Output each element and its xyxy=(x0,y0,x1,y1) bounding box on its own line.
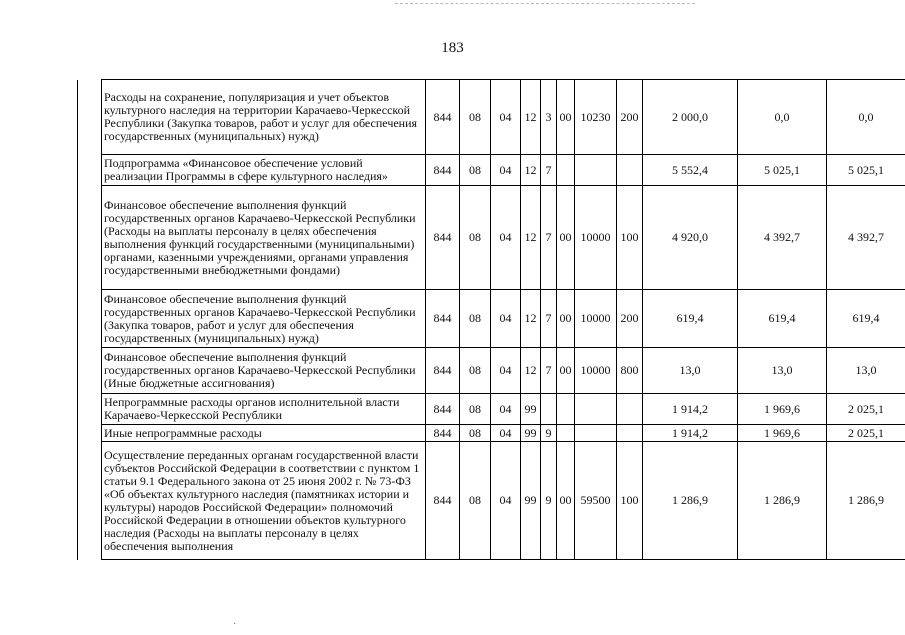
program-code: 99 xyxy=(521,394,541,425)
expense-code: 10000 xyxy=(575,186,617,290)
spacer-cell xyxy=(78,155,102,186)
expense-type-code: 200 xyxy=(617,80,643,155)
amount-year-3: 4 392,7 xyxy=(827,186,905,290)
direction-code: 00 xyxy=(557,80,575,155)
amount-year-2: 1 969,6 xyxy=(738,394,827,425)
subprogram-code: 3 xyxy=(541,80,557,155)
amount-year-2: 1 286,9 xyxy=(738,442,827,560)
subprogram-code: 9 xyxy=(541,442,557,560)
amount-year-2: 0,0 xyxy=(738,80,827,155)
amount-year-2: 1 969,6 xyxy=(738,425,827,442)
expense-code: 10230 xyxy=(575,80,617,155)
direction-code: 00 xyxy=(557,186,575,290)
amount-year-1: 619,4 xyxy=(643,290,738,348)
amount-year-1: 2 000,0 xyxy=(643,80,738,155)
amount-year-2: 619,4 xyxy=(738,290,827,348)
subprogram-code xyxy=(541,394,557,425)
expense-type-code: 100 xyxy=(617,186,643,290)
table-row xyxy=(78,186,905,290)
expense-type-code xyxy=(617,155,643,186)
podrazdel-code: 04 xyxy=(491,442,521,560)
expense-code xyxy=(575,394,617,425)
subprogram-code: 7 xyxy=(541,186,557,290)
program-code: 99 xyxy=(521,442,541,560)
amount-year-3: 13,0 xyxy=(827,348,905,394)
razdel-code: 08 xyxy=(460,348,491,394)
program-code: 12 xyxy=(521,80,541,155)
expense-type-code: 100 xyxy=(617,442,643,560)
spacer-cell xyxy=(78,425,102,442)
table-row xyxy=(78,442,905,560)
direction-code xyxy=(557,155,575,186)
row-description: Финансовое обеспечение выполнения функций государственных органов Карачаево-Черкесской Республики (Иные бюджетные ассигнования) xyxy=(102,348,426,394)
amount-year-1: 13,0 xyxy=(643,348,738,394)
top-scan-rule xyxy=(395,3,695,4)
vedomstvo-code: 844 xyxy=(426,348,460,394)
spacer-cell xyxy=(78,80,102,155)
amount-year-2: 13,0 xyxy=(738,348,827,394)
expense-code: 59500 xyxy=(575,442,617,560)
row-description: Подпрограмма «Финансовое обеспечение условий реализации Программы в сфере культурного наследия» xyxy=(102,155,426,186)
subprogram-code: 7 xyxy=(541,290,557,348)
page-number: 183 xyxy=(441,40,464,56)
vedomstvo-code: 844 xyxy=(426,290,460,348)
amount-year-3: 1 286,9 xyxy=(827,442,905,560)
expense-code: 10000 xyxy=(575,290,617,348)
budget-table xyxy=(77,79,905,560)
expense-code xyxy=(575,425,617,442)
table-row xyxy=(78,394,905,425)
row-description: Осуществление переданных органам государственной власти субъектов Российской Федерации в соответствии с пунктом 1 статьи 9.1 Федерального закона от 25 июня 2002 г. № 73-ФЗ «Об объектах культурного наследия (памятниках истории и культуры) народов Российской Федерации» полномочий Российской Федерации в отношении объектов культурного наследия (Расходы на выплаты персоналу в целях обеспечения выполнения xyxy=(102,442,426,560)
vedomstvo-code: 844 xyxy=(426,394,460,425)
row-description: Финансовое обеспечение выполнения функций государственных органов Карачаево-Черкесской Республики (Расходы на выплаты персоналу в целях обеспечения выполнения функций государственными (муниципальными) органами, казенными учреждениями, органами управления государственными внебюджетными фондами) xyxy=(102,186,426,290)
vedomstvo-code: 844 xyxy=(426,442,460,560)
table-row xyxy=(78,155,905,186)
razdel-code: 08 xyxy=(460,155,491,186)
amount-year-3: 0,0 xyxy=(827,80,905,155)
expense-code xyxy=(575,155,617,186)
amount-year-3: 2 025,1 xyxy=(827,394,905,425)
podrazdel-code: 04 xyxy=(491,425,521,442)
expense-type-code: 200 xyxy=(617,290,643,348)
program-code: 12 xyxy=(521,290,541,348)
vedomstvo-code: 844 xyxy=(426,425,460,442)
direction-code: 00 xyxy=(557,348,575,394)
spacer-cell xyxy=(78,348,102,394)
razdel-code: 08 xyxy=(460,394,491,425)
table-row xyxy=(78,425,905,442)
direction-code xyxy=(557,425,575,442)
amount-year-3: 5 025,1 xyxy=(827,155,905,186)
podrazdel-code: 04 xyxy=(491,348,521,394)
program-code: 12 xyxy=(521,186,541,290)
row-description: Финансовое обеспечение выполнения функций государственных органов Карачаево-Черкесской Республики (Закупка товаров, работ и услуг для обеспечения государственных (муниципальных) нужд) xyxy=(102,290,426,348)
podrazdel-code: 04 xyxy=(491,186,521,290)
spacer-cell xyxy=(78,442,102,560)
direction-code: 00 xyxy=(557,290,575,348)
row-description: Расходы на сохранение, популяризация и учет объектов культурного наследия на территории Карачаево-Черкесской Республики (Закупка товаров, работ и услуг для обеспечения государственных (муниципальных) нужд) xyxy=(102,80,426,155)
expense-type-code xyxy=(617,425,643,442)
vedomstvo-code: 844 xyxy=(426,186,460,290)
direction-code xyxy=(557,394,575,425)
vedomstvo-code: 844 xyxy=(426,80,460,155)
table-row xyxy=(78,290,905,348)
subprogram-code: 9 xyxy=(541,425,557,442)
amount-year-2: 4 392,7 xyxy=(738,186,827,290)
row-description: Непрограммные расходы органов исполнительной власти Карачаево-Черкесской Республики xyxy=(102,394,426,425)
spacer-cell xyxy=(78,186,102,290)
razdel-code: 08 xyxy=(460,80,491,155)
amount-year-1: 4 920,0 xyxy=(643,186,738,290)
vedomstvo-code: 844 xyxy=(426,155,460,186)
expense-type-code xyxy=(617,394,643,425)
amount-year-1: 1 286,9 xyxy=(643,442,738,560)
direction-code: 00 xyxy=(557,442,575,560)
razdel-code: 08 xyxy=(460,290,491,348)
razdel-code: 08 xyxy=(460,442,491,560)
amount-year-1: 1 914,2 xyxy=(643,394,738,425)
amount-year-1: 5 552,4 xyxy=(643,155,738,186)
razdel-code: 08 xyxy=(460,425,491,442)
spacer-cell xyxy=(78,290,102,348)
row-description: Иные непрограммные расходы xyxy=(102,425,426,442)
podrazdel-code: 04 xyxy=(491,80,521,155)
razdel-code: 08 xyxy=(460,186,491,290)
podrazdel-code: 04 xyxy=(491,155,521,186)
table-row xyxy=(78,80,905,155)
podrazdel-code: 04 xyxy=(491,394,521,425)
amount-year-3: 2 025,1 xyxy=(827,425,905,442)
program-code: 99 xyxy=(521,425,541,442)
amount-year-2: 5 025,1 xyxy=(738,155,827,186)
spacer-cell xyxy=(78,394,102,425)
podrazdel-code: 04 xyxy=(491,290,521,348)
program-code: 12 xyxy=(521,155,541,186)
amount-year-3: 619,4 xyxy=(827,290,905,348)
expense-type-code: 800 xyxy=(617,348,643,394)
table-row xyxy=(78,348,905,394)
scan-mark: · xyxy=(233,619,237,630)
amount-year-1: 1 914,2 xyxy=(643,425,738,442)
subprogram-code: 7 xyxy=(541,155,557,186)
program-code: 12 xyxy=(521,348,541,394)
subprogram-code: 7 xyxy=(541,348,557,394)
expense-code: 10000 xyxy=(575,348,617,394)
